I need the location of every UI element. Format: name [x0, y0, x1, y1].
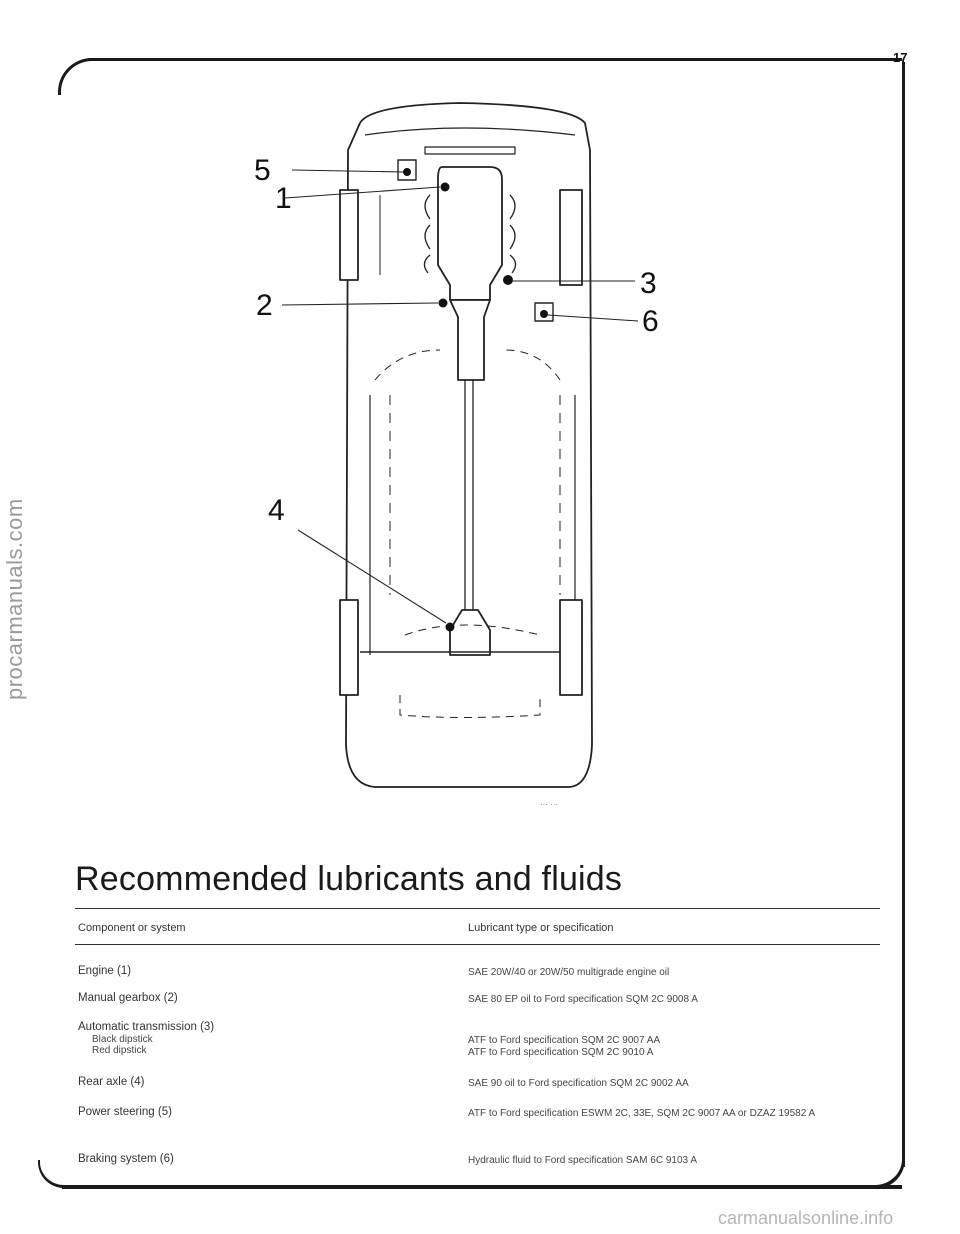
lube-point-5	[403, 168, 411, 176]
lube-point-6	[540, 310, 548, 318]
rear-left-wheel	[340, 600, 358, 695]
table-header-rule	[75, 944, 880, 945]
callout-2: 2	[256, 289, 273, 322]
side-watermark: procarmanuals.com	[2, 498, 27, 700]
row-component-automatic: Automatic transmission (3)	[78, 1021, 215, 1033]
frame-top-line	[88, 58, 902, 61]
column-header-component: Component or system	[78, 922, 186, 934]
callout-3: 3	[640, 267, 657, 300]
gearbox	[450, 300, 490, 380]
section-title: Recommended lubricants and fluids	[75, 860, 623, 898]
front-right-wheel	[560, 190, 582, 285]
row-component-engine: Engine (1)	[78, 965, 132, 977]
row-sub-black-dipstick: Black dipstick	[92, 1034, 153, 1045]
callout-6: 6	[642, 305, 659, 338]
column-header-spec: Lubricant type or specification	[468, 922, 614, 934]
row-spec-rear-axle: SAE 90 oil to Ford specification SQM 2C 9002 AA	[468, 1078, 689, 1089]
frame-corner	[58, 58, 95, 95]
row-spec-red-dipstick: ATF to Ford specification SQM 2C 9010 A	[468, 1047, 654, 1058]
row-spec-power-steering: ATF to Ford specification ESWM 2C, 33E, SQM 2C 9007 AA or DZAZ 19582 A	[468, 1108, 816, 1119]
row-spec-braking: Hydraulic fluid to Ford specification SAM 6C 9103 A	[468, 1155, 697, 1166]
row-spec-engine: SAE 20W/40 or 20W/50 multigrade engine oil	[468, 967, 670, 978]
rear-axle-differential	[450, 610, 490, 655]
callout-1: 1	[275, 182, 292, 215]
page-number: 17	[893, 50, 908, 65]
row-component-power-steering: Power steering (5)	[78, 1106, 172, 1118]
row-sub-red-dipstick: Red dipstick	[92, 1045, 147, 1056]
frame-bottom-line	[62, 1185, 902, 1189]
frame-right-line	[902, 62, 905, 1167]
bottom-watermark: carmanualsonline.info	[718, 1208, 894, 1228]
lube-point-2	[439, 299, 448, 308]
row-component-gearbox: Manual gearbox (2)	[78, 992, 178, 1004]
callout-4: 4	[268, 494, 285, 527]
table-top-rule	[75, 908, 880, 909]
row-component-rear-axle: Rear axle (4)	[78, 1076, 145, 1088]
rear-right-wheel	[560, 600, 582, 695]
frame-corner	[38, 1160, 68, 1188]
lube-point-1	[441, 183, 450, 192]
row-spec-black-dipstick: ATF to Ford specification SQM 2C 9007 AA	[468, 1035, 661, 1046]
callout-5: 5	[254, 154, 271, 187]
vehicle-lubrication-diagram	[240, 95, 680, 815]
front-left-wheel	[340, 190, 358, 280]
row-spec-gearbox: SAE 80 EP oil to Ford specification SQM 2C 9008 A	[468, 994, 698, 1005]
lube-point-3	[503, 275, 513, 285]
row-component-braking: Braking system (6)	[78, 1153, 174, 1165]
lube-point-4	[446, 623, 455, 632]
figure-code: ··· ···	[540, 800, 559, 809]
